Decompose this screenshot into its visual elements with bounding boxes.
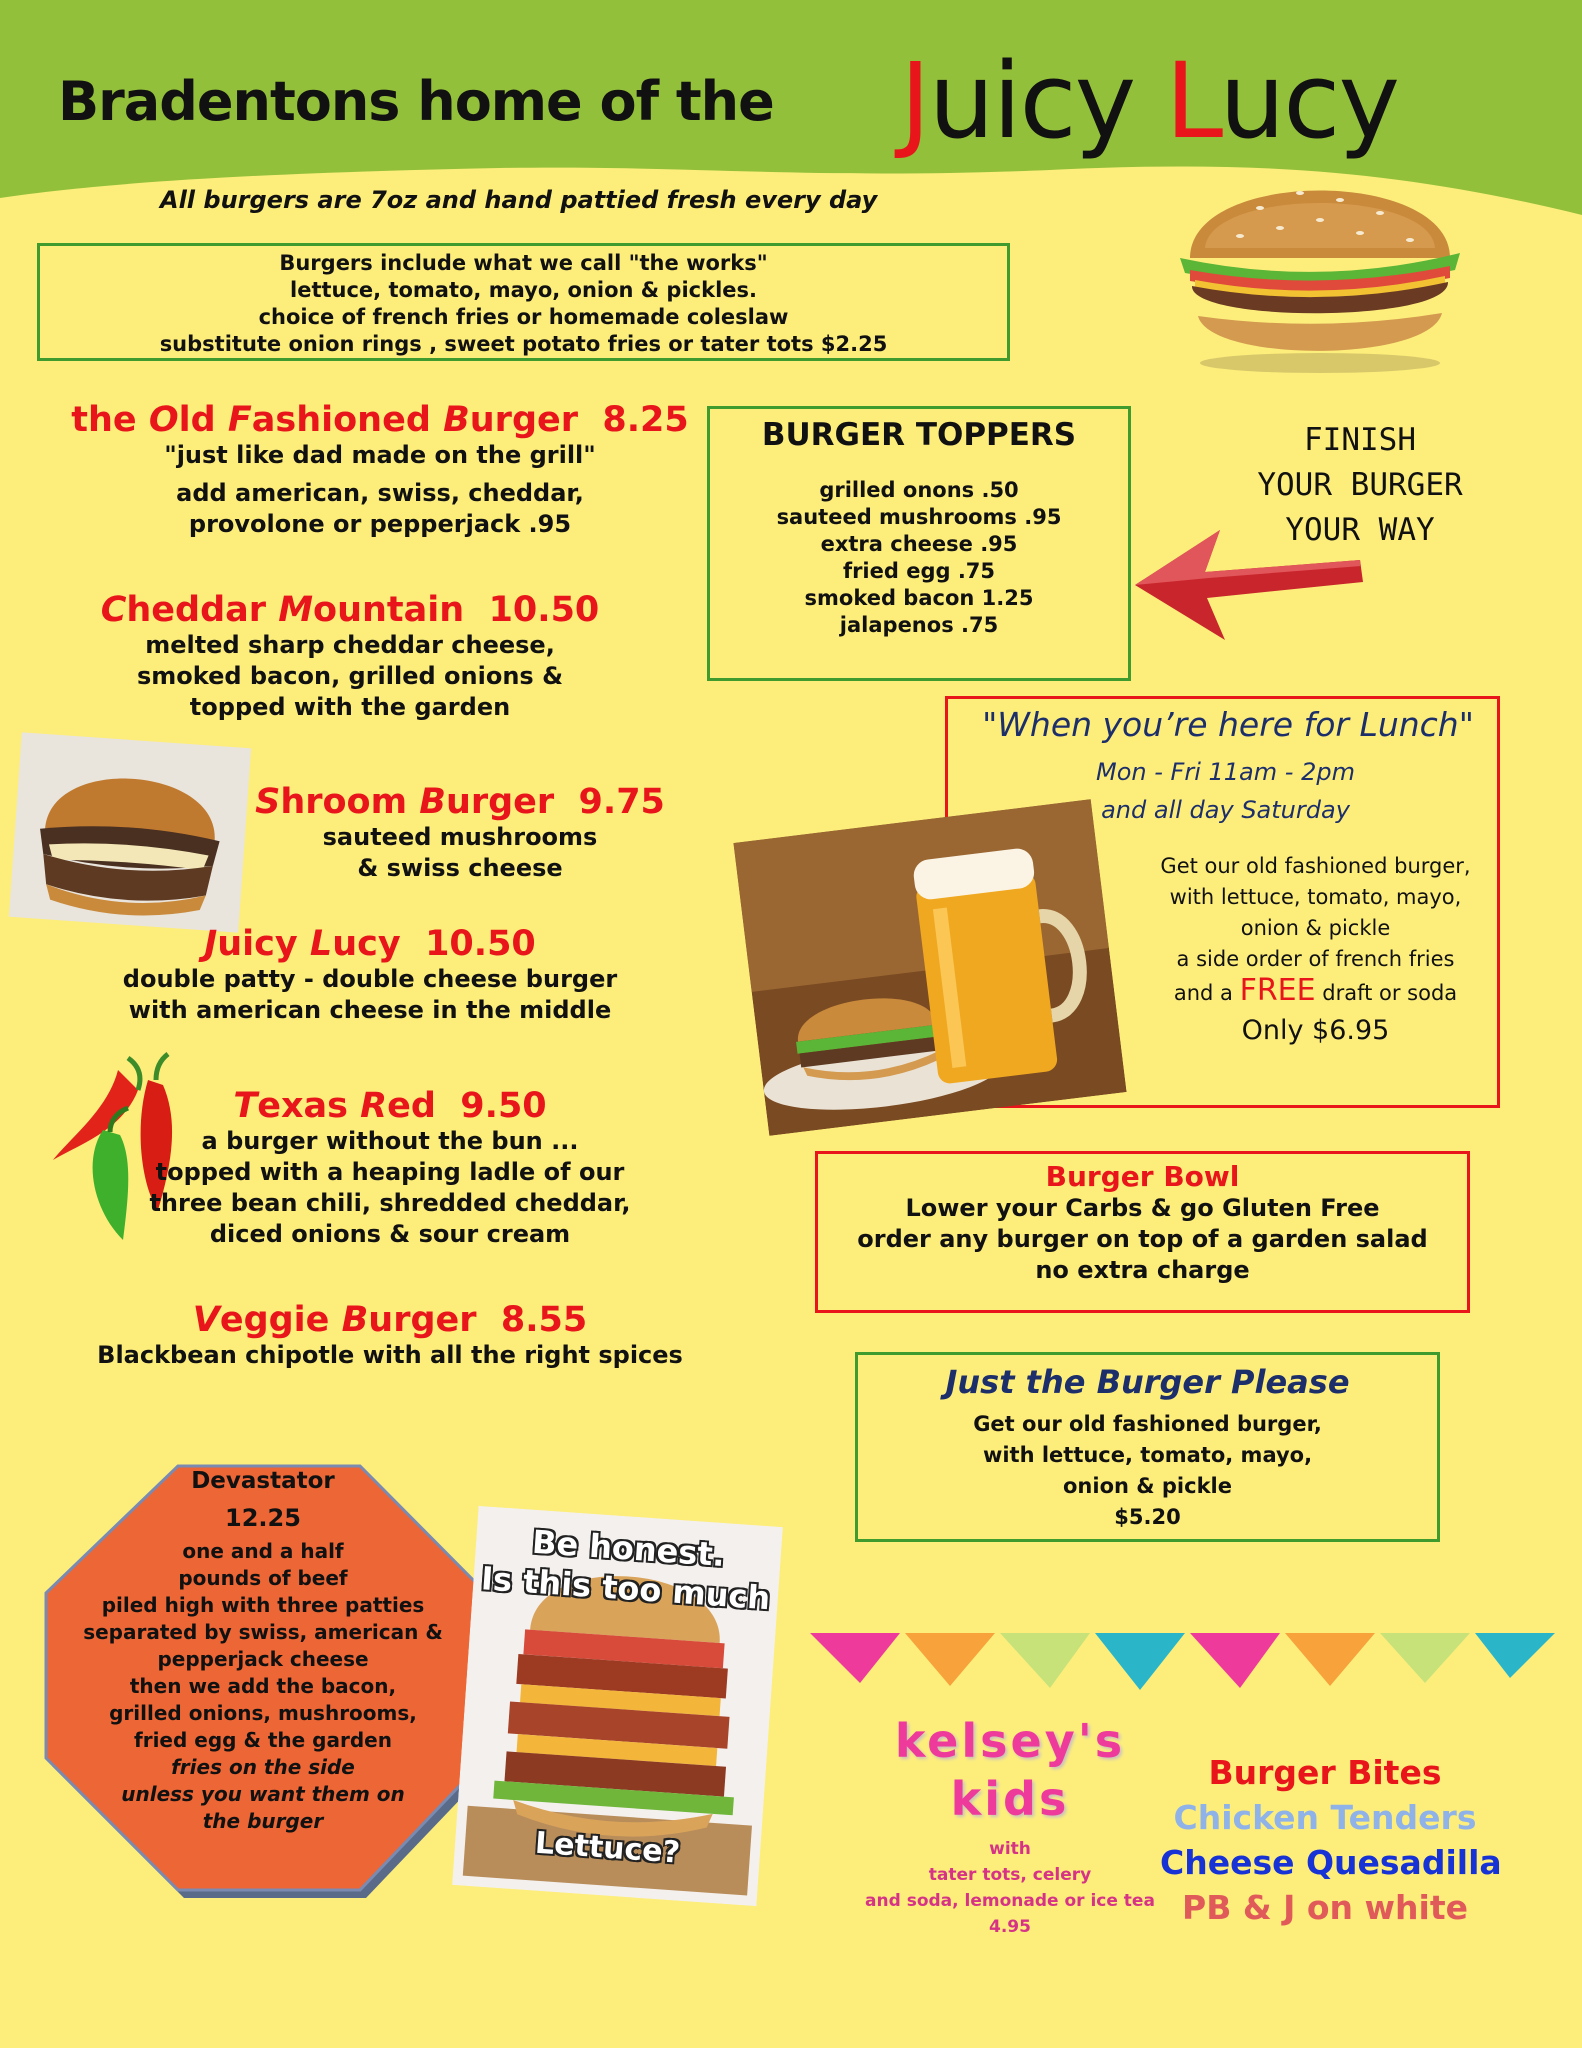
headline: Bradentons home of the [58, 70, 774, 133]
meme-photo [452, 1506, 783, 1906]
kids-option: Chicken Tenders [1173, 1798, 1477, 1837]
menu-item-veggie-burger [80, 1300, 700, 1371]
item-desc: Blackbean chipotle with all the right spices [97, 1341, 683, 1369]
lunch-hours: Mon - Fri 11am - 2pm and all day Saturday [1096, 758, 1355, 824]
just-burger-description: Get our old fashioned burger, with lettuce, tomato, mayo, onion & pickle $5.20 [858, 1409, 1437, 1533]
bunting-flags [810, 1628, 1555, 1698]
kids-price: 4.95 [989, 1917, 1031, 1937]
burger-photo [1170, 148, 1470, 378]
just-burger-title: Just the Burger Please [945, 1363, 1350, 1401]
item-price: 10.50 [425, 924, 536, 964]
item-price: 10.50 [488, 590, 600, 630]
topper-item: jalapenos .75 [839, 613, 999, 637]
item-title: the Old Fashioned Burger 8.25 [71, 400, 689, 440]
item-price: 9.75 [578, 782, 665, 822]
works-line: substitute onion rings , sweet potato fries or tater tots $2.25 [159, 332, 888, 356]
item-title: Cheddar Mountain 10.50 [100, 590, 600, 630]
burger-toppers-box [707, 406, 1131, 681]
item-desc: a burger without the bun ... [201, 1127, 579, 1155]
item-title: Shroom Burger 9.75 [255, 782, 665, 822]
works-info-box [37, 243, 1010, 361]
item-desc: add american, swiss, cheddar, [176, 479, 584, 507]
bowl-title: Burger Bowl [1045, 1160, 1240, 1193]
item-desc: double patty - double cheese burger [122, 965, 618, 993]
item-desc: & swiss cheese [357, 854, 563, 882]
item-desc: diced onions & sour cream [209, 1220, 571, 1248]
lunch-price: Only $6.95 [1241, 1015, 1390, 1046]
topper-item: fried egg .75 [842, 559, 996, 583]
menu-item-shroom-burger [240, 782, 680, 884]
menu-item-old-fashioned [60, 400, 700, 540]
item-desc: smoked bacon, grilled onions & [136, 662, 563, 690]
devastator-title: Devastator [191, 1468, 335, 1494]
works-line: choice of french fries or homemade coleslaw [258, 305, 789, 329]
works-line: Burgers include what we call "the works" [279, 251, 768, 275]
item-desc: sauteed mushrooms [322, 823, 598, 851]
free-label: FREE [1239, 973, 1316, 1008]
beer-burger-photo [733, 799, 1126, 1136]
menu-item-texas-red [140, 1086, 640, 1250]
topper-item: sauteed mushrooms .95 [776, 505, 1062, 529]
kids-options-list [1160, 1750, 1502, 1930]
item-title: Texas Red 9.50 [233, 1086, 547, 1126]
topper-item: extra cheese .95 [820, 532, 1018, 556]
topper-item: smoked bacon 1.25 [804, 586, 1034, 610]
tagline: All burgers are 7oz and hand pattied fresh every day [160, 186, 878, 214]
item-price: 8.25 [602, 400, 689, 440]
arrow-left-icon [1135, 530, 1365, 640]
meme-bottom-text: Lettuce? [533, 1825, 682, 1871]
item-price: 8.55 [500, 1300, 588, 1340]
kids-menu-title: kelsey's kids [894, 1714, 1126, 1826]
kids-option: Cheese Quesadilla [1160, 1843, 1502, 1882]
menu-item-juicy-lucy [80, 924, 660, 1026]
menu-item-cheddar-mountain [40, 590, 660, 723]
lunch-description: Get our old fashioned burger, with lettuce, tomato, mayo, onion & pickle a side order of french fries and a FREE draft or soda Only $6.95 [1143, 851, 1488, 1046]
just-burger-price: $5.20 [1114, 1505, 1181, 1529]
toppers-title: BURGER TOPPERS [761, 417, 1077, 453]
item-desc: melted sharp cheddar cheese, [145, 631, 555, 659]
item-title: Juicy Lucy 10.50 [204, 924, 536, 964]
item-desc: provolone or pepperjack .95 [188, 510, 572, 538]
devastator-price: 12.25 [225, 1504, 301, 1532]
kids-option: PB & J on white [1182, 1888, 1468, 1927]
topper-item: grilled onons .50 [819, 478, 1019, 502]
title-letter-j: J [900, 40, 929, 162]
item-desc: three bean chili, shredded cheddar, [149, 1189, 631, 1217]
finish-your-way-text: FINISH YOUR BURGER YOUR WAY [1257, 422, 1463, 548]
item-desc: topped with a heaping ladle of our [155, 1158, 625, 1186]
works-line: lettuce, tomato, mayo, onion & pickles. [290, 278, 757, 302]
item-title: Veggie Burger 8.55 [192, 1300, 588, 1340]
just-the-burger-box [855, 1352, 1440, 1542]
bowl-description: Lower your Carbs & go Gluten Free order any burger on top of a garden salad no extra charge [857, 1194, 1428, 1284]
item-desc: topped with the garden [189, 693, 511, 721]
title-letter-l: L [1165, 40, 1220, 162]
shroom-burger-photo [9, 732, 251, 933]
kids-menu-details: with tater tots, celery and soda, lemonade or ice tea 4.95 [845, 1836, 1175, 1940]
juicy-lucy-title [900, 40, 1398, 162]
toppers-list [710, 477, 1128, 639]
title-uicy: uicy [928, 40, 1166, 162]
item-quote: "just like dad made on the grill" [164, 441, 596, 469]
devastator-text: Devastator 12.25 one and a half pounds of beef piled high with three patties separated by swiss, american & pepperjack cheese then we add the bacon, grilled onions, mushrooms, fried egg & the garden fries on the side unless you want them on the burger [58, 1468, 468, 1835]
title-ucy: ucy [1219, 40, 1399, 162]
meme-top-text: Be honest. Is this too much [479, 1522, 772, 1618]
item-price: 9.50 [460, 1086, 547, 1126]
lunch-title: "When you’re here for Lunch" [982, 705, 1474, 744]
kids-option: Burger Bites [1208, 1753, 1442, 1792]
burger-bowl-box [815, 1151, 1470, 1313]
item-desc: with american cheese in the middle [128, 996, 612, 1024]
